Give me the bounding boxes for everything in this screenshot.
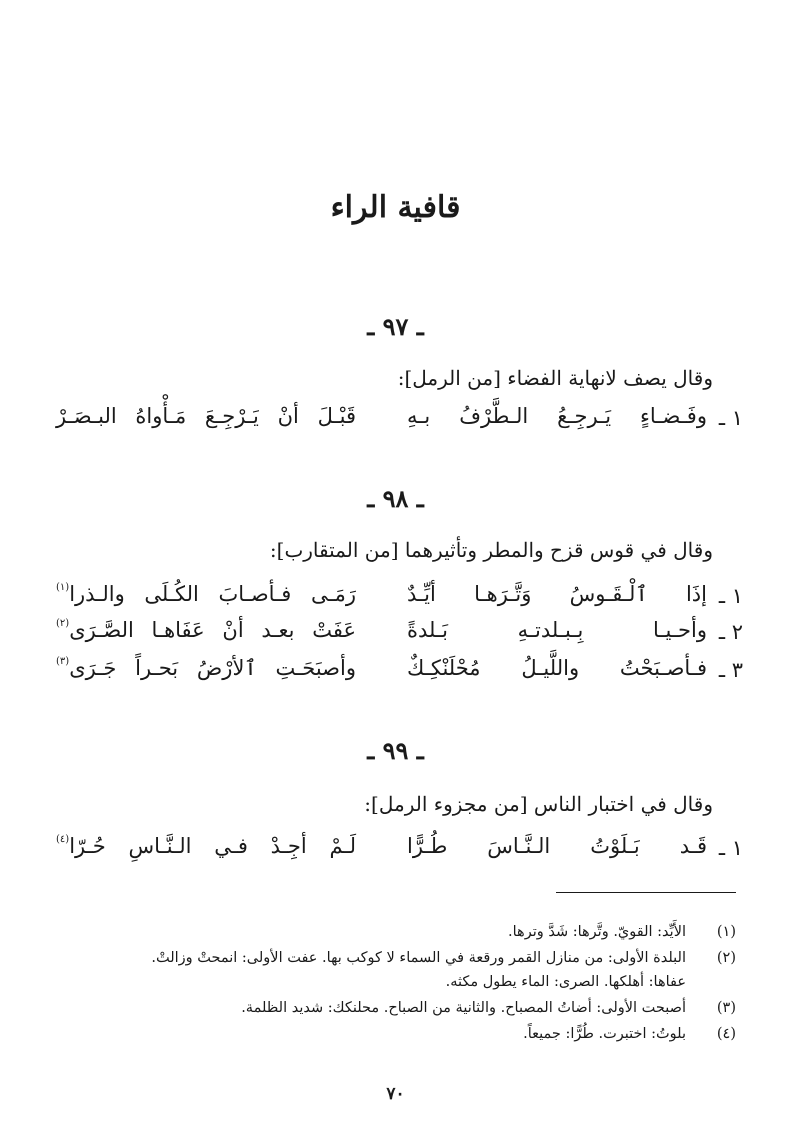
verse-second-hemistich	[56, 834, 356, 858]
footnote-text: أصبحت الأولى: أضاتُ المصباح. والثانية من الصباح. محلنكك: شديد الظلمة.	[241, 1000, 686, 1016]
verse-line	[48, 656, 743, 690]
verse-first-hemistich: وأحـيـا بِـبـلدتـهِ بَـلدةً	[407, 618, 707, 642]
verse-line	[48, 618, 743, 652]
hemistich-text: لَـمْ أجِـدْ فـي الـنَّـاسِ حُـرّا	[69, 834, 356, 858]
footnote-marker: (٢)	[56, 618, 70, 629]
footnote-number: (١)	[716, 924, 736, 940]
page-number: ٧٠	[386, 1084, 405, 1104]
verse-second-hemistich	[56, 656, 356, 680]
verse-first-hemistich: إذَا ٱلْـقَـوسُ وَتَّـرَهـا أيِّـدٌ	[407, 582, 707, 606]
footnote-marker: (٣)	[56, 656, 70, 667]
hemistich-text: عَفَتْ بعـد أنْ عَفَاهـا الصَّـرَى	[69, 618, 356, 642]
verse-first-hemistich: فـأصـبَحْتُ واللَّيـلُ مُحْلَنْكِـكٌ	[407, 656, 707, 680]
verse-number: ١ ـ	[718, 584, 743, 608]
poem-intro: وقال في اختبار الناس [من مجزوء الرمل]:	[364, 792, 713, 816]
chapter-title: قافية الراء	[330, 190, 461, 225]
footnote-number: (٤)	[716, 1026, 736, 1042]
poem-number: ـ ٩٧ ـ	[367, 312, 424, 341]
footnote-text: الأَيِّد: القويّ. وتَّرها: شَدَّ وترها.	[508, 924, 686, 940]
footnote-text: البلدة الأولى: من منازل القمر ورقعة في السماء لا كوكب بها. عفت الأولى: انمحتْ وزالتْ.	[151, 950, 686, 966]
verse-number: ١ ـ	[718, 406, 743, 430]
footnote-text: بلوتُ: اختبرت. طُرًّا: جميعاً.	[523, 1026, 686, 1042]
verse-first-hemistich: قَـد بَـلَوْتُ الـنَّـاسَ طُـرًّا	[407, 834, 707, 858]
verse-second-hemistich: قَبْـلَ أنْ يَـرْجِـعَ مَـأْواهُ البـصَـرْ	[56, 404, 356, 428]
poem-number: ـ ٩٨ ـ	[367, 484, 424, 513]
footnote-marker: (١)	[56, 582, 70, 593]
footnote-number: (٢)	[716, 950, 736, 966]
verse-second-hemistich	[56, 582, 356, 606]
verse-number: ٢ ـ	[718, 620, 743, 644]
footnote-text: عفاها: أهلكها. الصرى: الماء يطول مكثه.	[445, 974, 686, 990]
verse-number: ٣ ـ	[718, 658, 743, 682]
poem-intro: وقال في قوس قزح والمطر وتأثيرهما [من المتقارب]:	[269, 538, 713, 562]
verse-first-hemistich: وفَـضـاءٍ يَـرجِـعُ الـطَّرْفُ بـهِ	[407, 404, 707, 428]
verse-second-hemistich	[56, 618, 356, 642]
footnote-marker: (٤)	[56, 834, 70, 845]
verse-line	[48, 582, 743, 616]
verse-line	[48, 404, 743, 438]
footnote-divider	[556, 892, 736, 893]
verse-number: ١ ـ	[718, 836, 743, 860]
hemistich-text: رَمَـى فـأصـابَ الكُـلَى والـذرا	[69, 582, 356, 606]
poem-number: ـ ٩٩ ـ	[367, 736, 424, 765]
hemistich-text: وأصبَحَـتِ ٱلأرْضُ بَحـراً جَـرَى	[69, 656, 356, 680]
footnote-number: (٣)	[716, 1000, 736, 1016]
poem-intro: وقال يصف لانهاية الفضاء [من الرمل]:	[397, 366, 713, 390]
verse-line	[48, 834, 743, 868]
